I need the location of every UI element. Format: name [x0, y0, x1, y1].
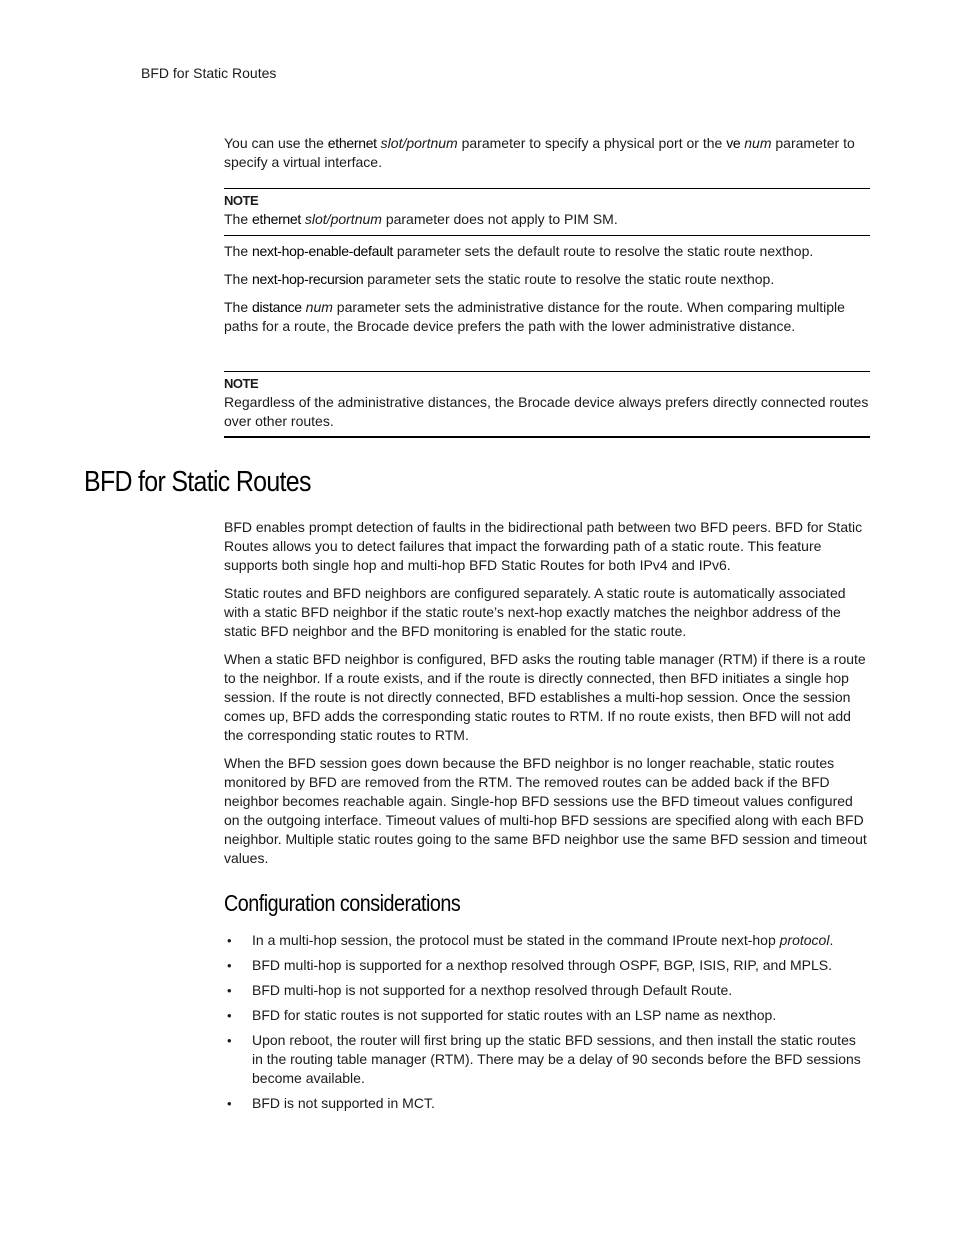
list-item	[224, 1031, 870, 1088]
note-box-1	[224, 188, 870, 236]
bullet-icon: •	[227, 1008, 232, 1023]
section-paragraph: Static routes and BFD neighbors are configured separately. A static route is automatically associated with a static BFD neighbor if the static route’s next-hop exactly matches the neighbor address of the static BFD neighbor and the BFD monitoring is enabled for the static route.	[224, 585, 846, 639]
text: The	[224, 211, 253, 227]
bullet-icon: •	[227, 958, 232, 973]
text: parameter to specify a physical port or the	[457, 135, 727, 151]
considerations-list	[224, 931, 870, 1119]
text: You can use the	[224, 135, 328, 151]
list-item	[224, 931, 870, 950]
section-heading: BFD for Static Routes	[84, 466, 311, 498]
keyword-ethernet: ethernet	[252, 211, 301, 227]
text: The	[224, 299, 253, 315]
keyword-next-hop-recursion: next-hop-recursion	[252, 271, 364, 287]
running-header: BFD for Static Routes	[141, 65, 277, 81]
keyword-ethernet: ethernet	[327, 135, 377, 151]
text: The	[224, 243, 253, 259]
text: parameter does not apply to PIM SM.	[381, 211, 618, 227]
note-label: NOTE	[224, 193, 259, 208]
list-item	[224, 1006, 870, 1025]
note-label: NOTE	[224, 376, 259, 391]
note-box-2	[224, 371, 870, 438]
list-item-text: BFD multi-hop is supported for a nexthop resolved through OSPF, BGP, ISIS, RIP, and MPLS.	[252, 957, 833, 973]
text: parameter sets the default route to resolve the static route nexthop.	[393, 243, 814, 259]
text: parameter sets the administrative distance for the route. When comparing multiple paths for a route, the Brocade device prefers the path with the lower administrative distance.	[224, 299, 845, 334]
section-paragraph: BFD enables prompt detection of faults in the bidirectional path between two BFD peers. BFD for Static Routes allows you to detect failures that impact the forwarding path of a static route. This feature supports both single hop and multi-hop BFD Static Routes for both IPv4 and IPv6.	[224, 519, 863, 573]
keyword-ve: ve	[726, 135, 741, 151]
list-item-text: BFD multi-hop is not supported for a nexthop resolved through Default Route.	[252, 982, 733, 998]
param-num: num	[744, 135, 772, 151]
param-slot-portnum: slot/portnum	[380, 135, 458, 151]
text: .	[829, 932, 834, 948]
list-item	[224, 981, 870, 1000]
section-paragraph: When the BFD session goes down because the BFD neighbor is no longer reachable, static routes monitored by BFD are removed from the RTM. The removed routes can be added back if the BFD neighbor becomes reachable again. Single-hop BFD sessions use the BFD timeout values configured on the outgoing interface. Timeout values of multi-hop BFD sessions are specified along with each BFD neighbor. Multiple static routes going to the same BFD neighbor use the same BFD session and timeout values.	[224, 755, 867, 866]
intro-paragraph	[224, 134, 870, 172]
text: The	[224, 271, 253, 287]
text: In a multi-hop session, the protocol must be stated in the command IProute next-hop	[252, 932, 780, 948]
list-item-text: BFD for static routes is not supported for static routes with an LSP name as nexthop.	[252, 1007, 777, 1023]
text: parameter to specify a virtual interface.	[224, 135, 855, 170]
paragraph-next-hop-recursion	[224, 270, 870, 289]
list-item-text: BFD is not supported in MCT.	[252, 1095, 435, 1111]
text: parameter sets the static route to resolve the static route nexthop.	[363, 271, 775, 287]
list-item	[224, 956, 870, 975]
param-slot-portnum: slot/portnum	[304, 211, 382, 227]
list-item	[224, 1094, 870, 1113]
note-text: Regardless of the administrative distances, the Brocade device always prefers directly connected routes over other routes.	[224, 394, 869, 429]
keyword-next-hop-enable-default: next-hop-enable-default	[252, 243, 393, 259]
section-body	[224, 518, 870, 868]
bullet-icon: •	[227, 983, 232, 998]
keyword-distance: distance	[252, 299, 302, 315]
bullet-icon: •	[227, 933, 232, 948]
paragraph-distance	[224, 298, 870, 336]
paragraph-next-hop-enable-default	[224, 242, 870, 261]
section-paragraph: When a static BFD neighbor is configured, BFD asks the routing table manager (RTM) if there is a route to the neighbor. If a route exists, and if the route is directly connected, then BFD initiates a single hop session. If the route is not directly connected, BFD establishes a multi-hop session. Once the session comes up, BFD adds the corresponding static routes to RTM. If no route exists, then BFD will not add the corresponding static routes to RTM.	[224, 651, 866, 743]
subsection-heading: Configuration considerations	[224, 890, 461, 916]
list-item-text: Upon reboot, the router will first bring up the static BFD sessions, and then install the static routes in the routing table manager (RTM). There may be a delay of 90 seconds before the BFD sessions become available.	[252, 1032, 861, 1086]
param-num: num	[305, 299, 333, 315]
bullet-icon: •	[227, 1033, 232, 1048]
bullet-icon: •	[227, 1096, 232, 1111]
param-protocol: protocol	[779, 932, 830, 948]
